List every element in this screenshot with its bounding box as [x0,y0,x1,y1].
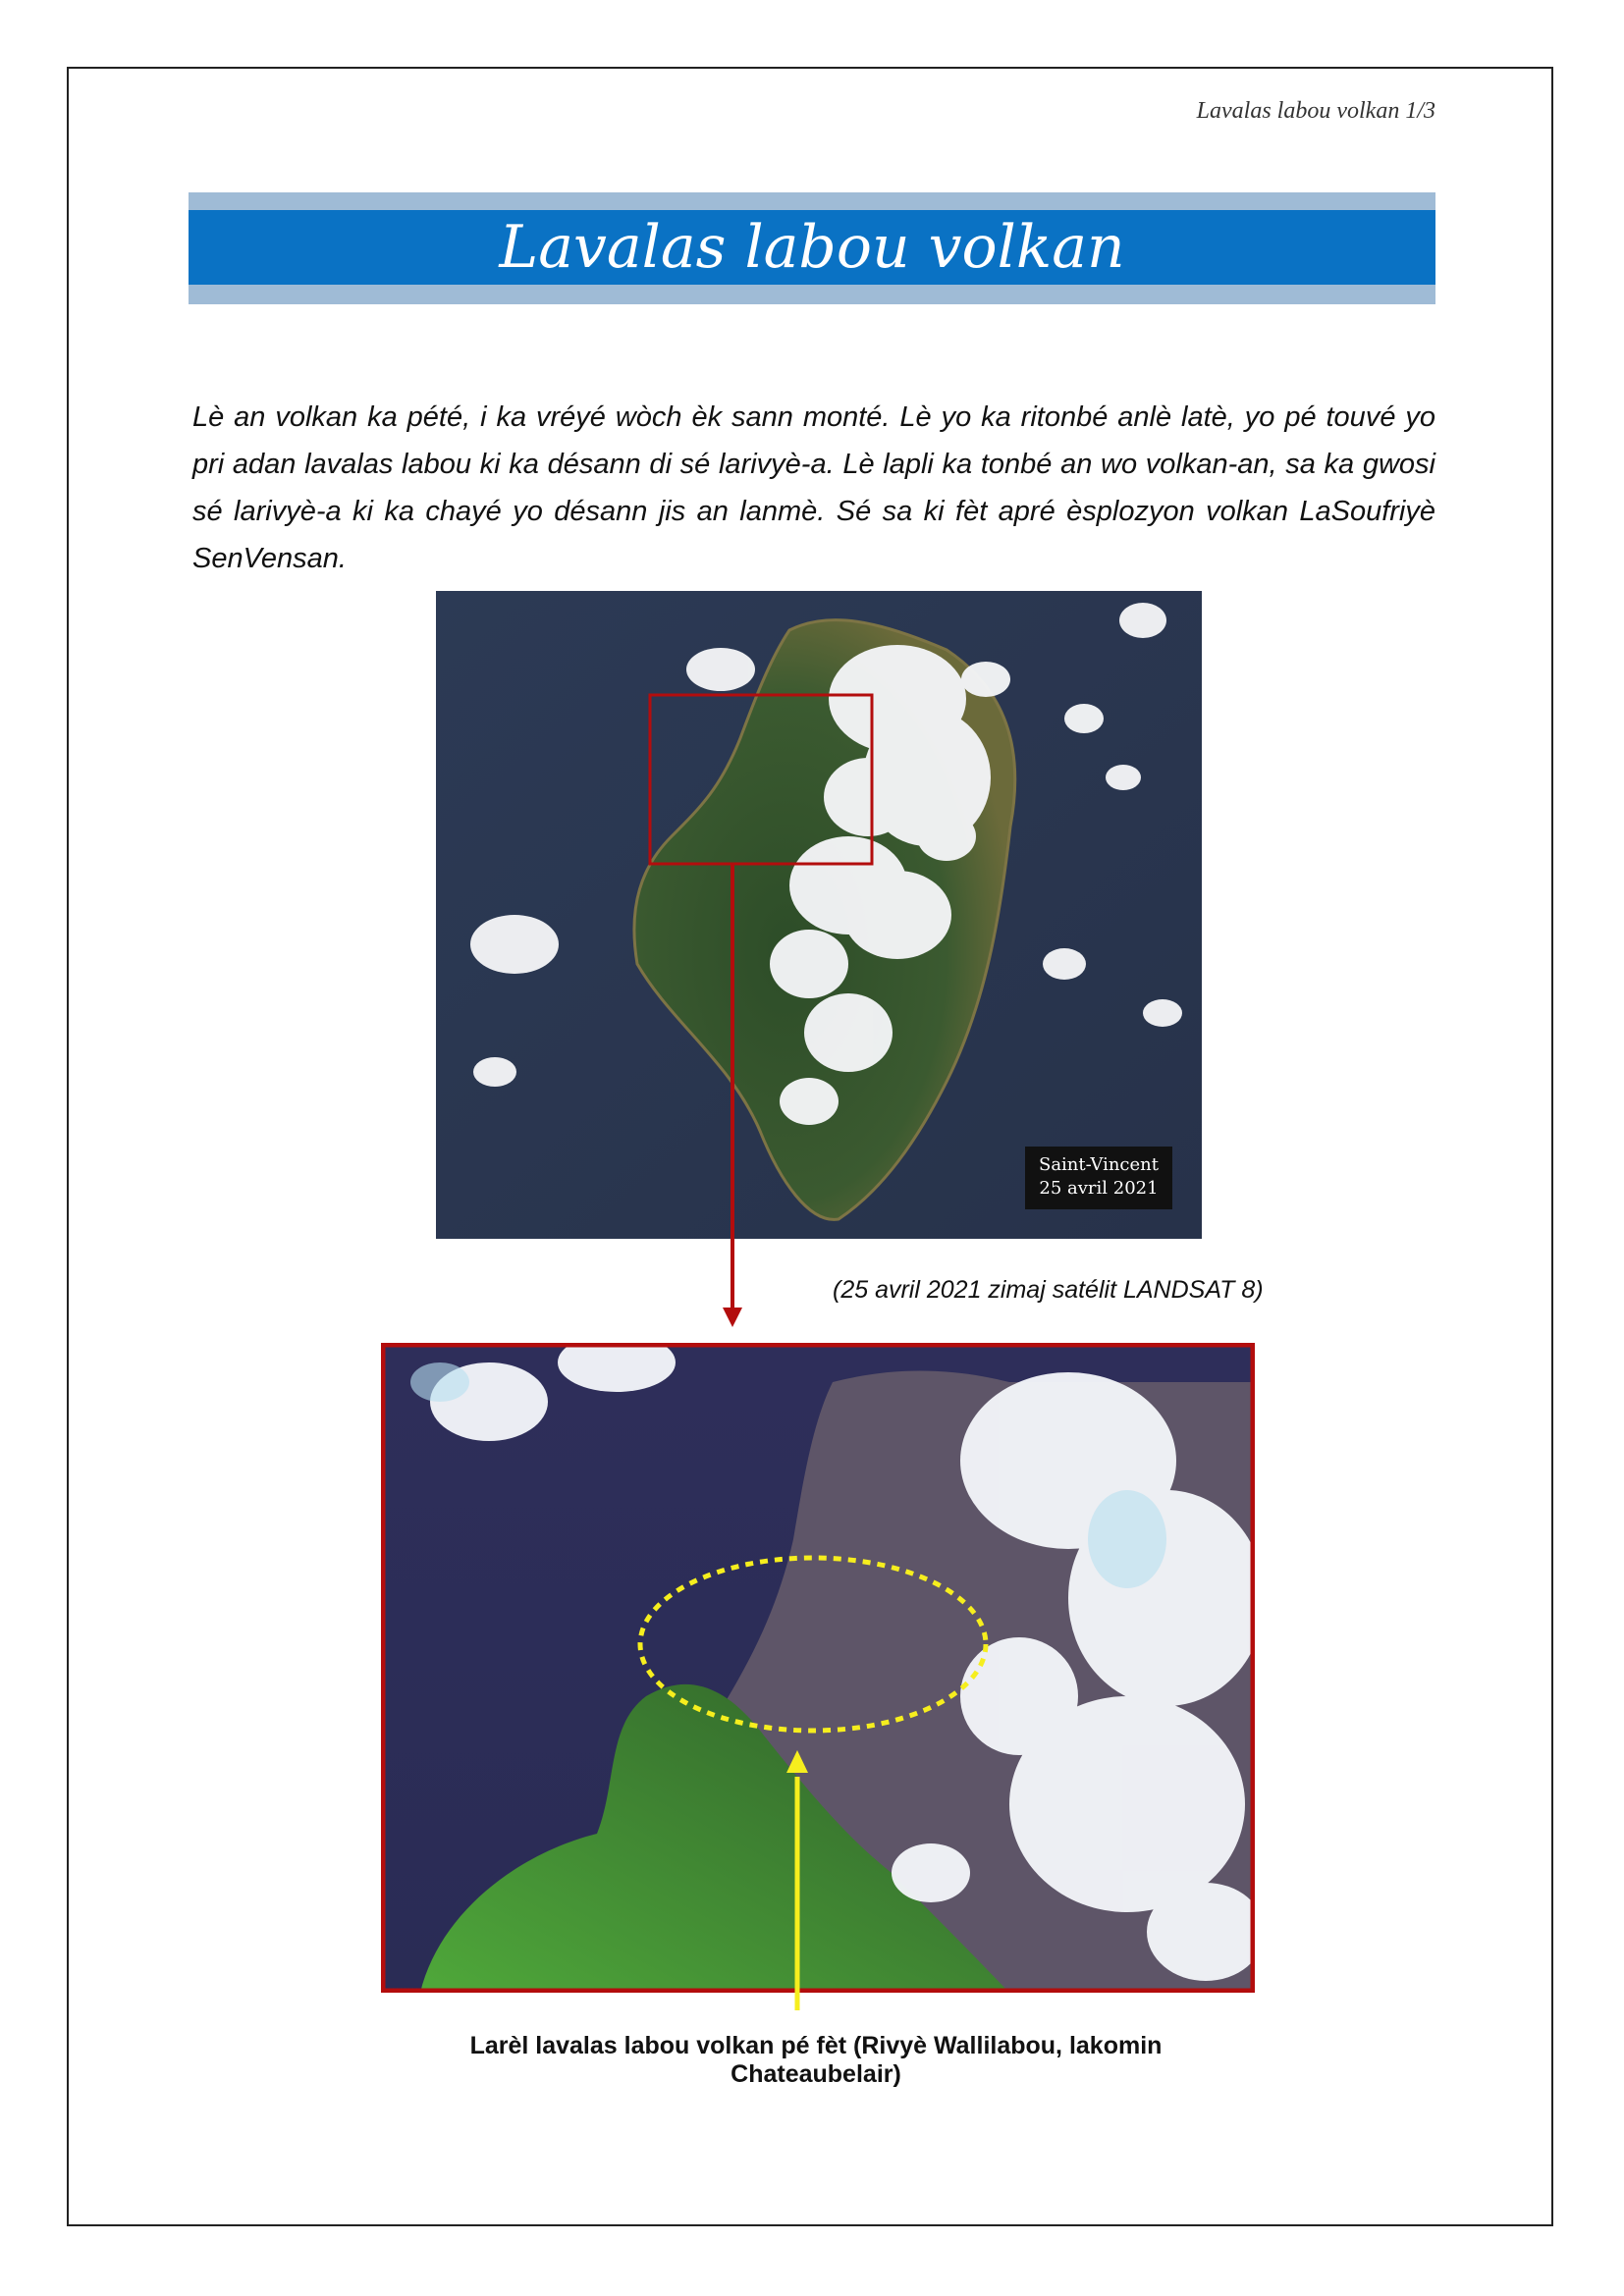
satellite-image-detail [381,1343,1255,1993]
intro-paragraph: Lè an volkan ka pété, i ka vréyé wòch èk sann monté. Lè yo ka ritonbé anlè latè, yo pé touvé yo pri adan lavalas labou ki ka désann di sé larivyè-a. Lè lapli ka tonbé an wo volkan-an, sa ka gwosi sé larivyè-a ki ka chayé yo désann jis an lanmè. Sé sa ki fèt apré èsplozyon volkan LaSoufriyè SenVensan. [192,401,1435,574]
detail-caption: Larèl lavalas labou volkan pé fèt (Rivyè Wallilabou, lakomin Chateaubelair) [469,2032,1163,2088]
image-label-location: Saint-Vincent [1038,1154,1160,1175]
page-title: Lavalas labou volkan [499,213,1125,282]
title-banner-inner [189,210,1435,285]
running-header: Lavalas labou volkan 1/3 [1196,98,1435,124]
image-label-date: 25 avril 2021 [1039,1178,1159,1199]
satellite-image-overview [436,591,1202,1239]
satellite-caption: (25 avril 2021 zimaj satélit LANDSAT 8) [833,1276,1264,1304]
title-banner [189,192,1435,304]
